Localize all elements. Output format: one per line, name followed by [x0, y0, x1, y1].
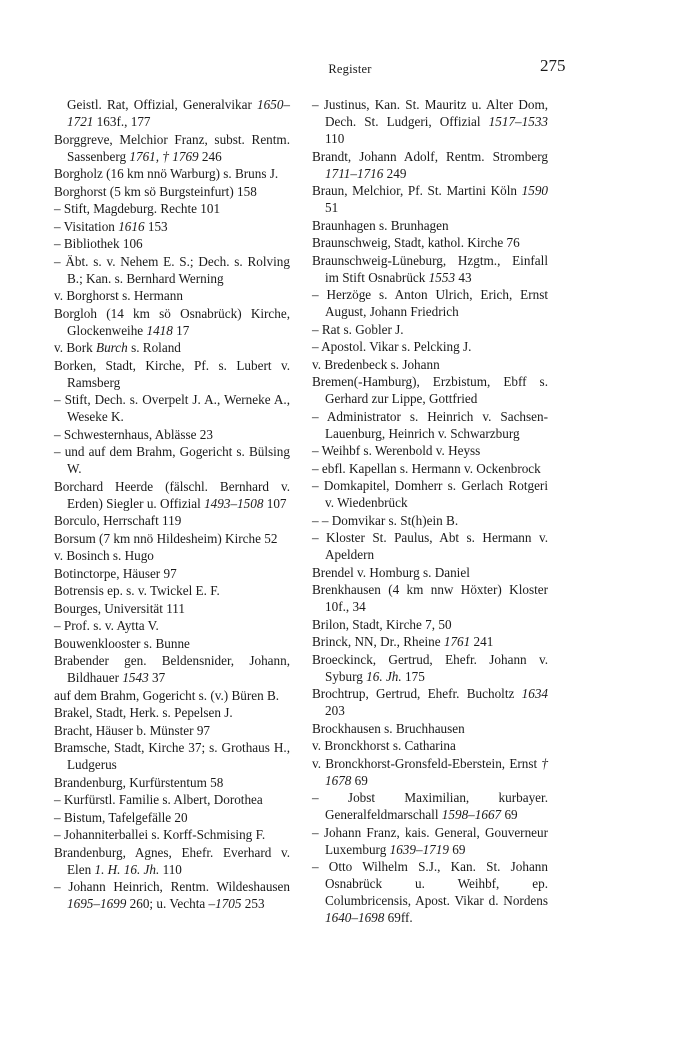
entry-text: v. Bredenbeck s. Johann [312, 356, 440, 372]
entry-text: auf dem Brahm, Gogericht s. (v.) Büren B. [54, 687, 280, 703]
index-entry [54, 652, 290, 686]
index-column-left [54, 96, 290, 913]
index-entry [312, 755, 548, 789]
entry-text: 153 [144, 218, 168, 234]
index-entry [54, 878, 290, 912]
entry-text: – Jobst Maximilian, kurbayer. Generalfeldmarschall [312, 790, 548, 822]
entry-italic-text: 1640–1698 [325, 910, 385, 925]
entry-text: – Weihbf s. Werenbold v. Heyss [312, 443, 481, 458]
entry-text: Borgloh (14 km sö Osnabrück) Kirche, Glockenweihe [54, 305, 290, 338]
entry-italic-text: 1639–1719 [389, 841, 449, 857]
index-entry [312, 286, 548, 320]
entry-text: – Bibliothek 106 [54, 236, 143, 251]
entry-italic-text: 1590 [521, 183, 548, 198]
entry-text: – Bistum, Tafelgefälle 20 [54, 809, 188, 825]
entry-text: 241 [470, 634, 494, 649]
index-entry [312, 685, 548, 719]
index-entry [54, 512, 290, 529]
entry-italic-text: 1616 [118, 218, 145, 234]
entry-text: 69 [351, 772, 368, 788]
index-entry [312, 651, 548, 685]
index-entry [54, 635, 290, 652]
index-entry [54, 235, 290, 252]
entry-italic-text: 1493–1508 [204, 495, 264, 511]
index-entry [54, 617, 290, 634]
index-entry [54, 547, 290, 564]
index-entry [54, 844, 290, 878]
entry-text: Brandenburg, Kurfürstentum 58 [54, 774, 224, 790]
entry-text: 69ff. [384, 910, 413, 925]
entry-italic-text: † 1678 [325, 755, 548, 788]
index-entry [54, 530, 290, 547]
index-entry [312, 512, 548, 529]
index-entry [54, 287, 290, 304]
entry-text: v. Bronckhorst-Gronsfeld-Eberstein, Ernst [312, 755, 542, 771]
entry-text: 249 [383, 165, 407, 181]
entry-text: Broeckinck, Gertrud, Ehefr. Johann v. Syburg [312, 651, 548, 684]
entry-text: s. Roland [127, 340, 181, 355]
index-entry [54, 218, 290, 235]
entry-text: 17 [172, 322, 190, 338]
entry-text: – Visitation [54, 218, 119, 234]
index-entry [54, 443, 290, 477]
entry-text: – Otto Wilhelm S.J., Kan. St. Johann Osnabrück u. Weihbf, ep. Columbricensis, Apost. Vikar d. Nordens [312, 859, 548, 908]
entry-text: – Prof. s. v. Aytta V. [54, 618, 159, 633]
entry-text: – Administrator s. Heinrich v. Sachsen-Lauenburg, Heinrich v. Schwarzburg [312, 408, 548, 441]
entry-text: – Johanniterballei s. Korff-Schmising F. [54, 827, 266, 842]
index-entry [54, 774, 290, 791]
entry-text: – – Domvikar s. St(h)ein B. [312, 512, 459, 528]
index-entry [312, 373, 548, 407]
entry-text: Brochtrup, Gertrud, Ehefr. Bucholtz [312, 686, 522, 701]
index-entry [54, 791, 290, 808]
entry-italic-text: 1543 [122, 670, 149, 685]
entry-text: Brilon, Stadt, Kirche 7, 50 [312, 616, 452, 632]
index-entry [312, 96, 548, 147]
index-entry [312, 789, 548, 823]
entry-text: – Äbt. s. v. Nehem E. S.; Dech. s. Rolving B.; Kan. s. Bernhard Werning [54, 253, 290, 286]
index-entry [312, 529, 548, 563]
index-entry [54, 165, 290, 182]
entry-text: Geistl. Rat, Offizial, Generalvikar [67, 97, 258, 112]
index-entry [312, 182, 548, 216]
index-entry [54, 131, 290, 165]
entry-text: 37 [148, 670, 166, 685]
index-entry [54, 357, 290, 391]
running-head: Register [328, 62, 372, 76]
entry-text: Bracht, Häuser b. Münster 97 [54, 722, 211, 738]
index-entry [312, 356, 548, 373]
entry-italic-text: 1761 [443, 634, 471, 649]
index-entry [54, 739, 290, 773]
index-entry [54, 391, 290, 425]
entry-text: 51 [325, 200, 339, 215]
index-entry [312, 234, 548, 251]
index-entry [312, 720, 548, 737]
entry-italic-text: 1418 [146, 322, 173, 338]
entry-text: Brinck, NN, Dr., Rheine [312, 634, 444, 649]
index-entry [312, 408, 548, 442]
entry-italic-text: 1. H. 16. Jh. [94, 861, 160, 877]
entry-text: – Rat s. Gobler J. [312, 321, 404, 337]
index-entry [54, 200, 290, 217]
entry-text: Botrensis ep. s. v. Twickel E. F. [54, 583, 220, 598]
index-entry [312, 581, 548, 615]
entry-text: Bremen(-Hamburg), Erzbistum, Ebff s. Gerhard zur Lippe, Gottfried [312, 374, 548, 406]
entry-text: 260; u. Vechta [126, 896, 209, 911]
entry-text: v. Bork [54, 340, 97, 355]
entry-italic-text: 1634 [521, 686, 548, 701]
index-entry [312, 737, 548, 754]
entry-italic-text: 1598–1667 [441, 807, 502, 822]
entry-text: Braunschweig, Stadt, kathol. Kirche 76 [312, 235, 520, 250]
index-entry [54, 687, 290, 704]
entry-text: Borggreve, Melchior Franz, subst. Rentm. Sassenberg [54, 131, 290, 164]
index-entry [54, 478, 290, 512]
entry-italic-text: 1711–1716 [325, 165, 384, 181]
entry-text: Brabender gen. Beldensnider, Johann, Bildhauer [54, 653, 290, 685]
entry-text: 107 [263, 495, 287, 511]
entry-italic-text: 1553 [428, 269, 456, 285]
entry-text: Brakel, Stadt, Herk. s. Pepelsen J. [54, 705, 233, 720]
index-column-right [312, 96, 548, 927]
index-entry [312, 217, 548, 234]
entry-text: Braunhagen s. Brunhagen [312, 217, 449, 233]
entry-text: 163f., 177 [93, 114, 151, 129]
entry-text: 69 [501, 807, 518, 822]
entry-italic-text: Burch [96, 340, 128, 355]
entry-text: – und auf dem Brahm, Gogericht s. Bülsing W. [54, 444, 290, 476]
entry-text: 253 [241, 896, 265, 911]
entry-italic-text: 1517–1533 [488, 114, 548, 129]
entry-italic-text: –1705 [208, 896, 242, 911]
index-entry [54, 305, 290, 339]
entry-text: Borgholz (16 km nnö Warburg) s. Bruns J. [54, 166, 279, 181]
index-entry [54, 426, 290, 443]
entry-text: Brendel v. Homburg s. Daniel [312, 564, 470, 580]
entry-text: – Stift, Magdeburg. Rechte 101 [54, 201, 221, 216]
entry-text: Borchard Heerde (fälschl. Bernhard v. Erden) Siegler u. Offizial [54, 478, 290, 511]
index-entry [312, 148, 548, 182]
index-entry [312, 442, 548, 459]
entry-text: – Domkapitel, Domherr s. Gerlach Rotgeri v. Wiedenbrück [312, 478, 548, 510]
index-entry [312, 633, 548, 650]
entry-text: 110 [159, 861, 182, 877]
index-entry [54, 600, 290, 617]
index-entry [312, 824, 548, 858]
index-entry [54, 565, 290, 582]
entry-text: Brenkhausen (4 km nnw Höxter) Kloster 10f., 34 [312, 582, 548, 614]
entry-text: Bourges, Universität 111 [54, 600, 186, 616]
entry-text: Brockhausen s. Bruchhausen [312, 720, 465, 736]
entry-text: v. Bronckhorst s. Catharina [312, 738, 456, 753]
entry-text: v. Borghorst s. Hermann [54, 288, 183, 303]
entry-text: Borken, Stadt, Kirche, Pf. s. Lubert v. Ramsberg [54, 357, 290, 390]
entry-italic-text: 1761, † 1769 [129, 148, 199, 164]
entry-text: 175 [401, 668, 425, 684]
index-entry [312, 564, 548, 581]
index-entry [312, 338, 548, 355]
entry-text: – Kloster St. Paulus, Abt s. Hermann v. Apeldern [312, 530, 548, 562]
index-entry [54, 96, 290, 130]
entry-italic-text: 16. Jh. [366, 668, 402, 684]
entry-text: – Justinus, Kan. St. Mauritz u. Alter Dom, Dech. St. Ludgeri, Offizial [312, 97, 548, 129]
page-number: 275 [540, 56, 566, 75]
entry-text: Braun, Melchior, Pf. St. Martini Köln [312, 183, 522, 198]
entry-text: Borsum (7 km nnö Hildesheim) Kirche 52 [54, 530, 278, 546]
index-entry [312, 252, 548, 286]
entry-text: – Kurfürstl. Familie s. Albert, Dorothea [54, 792, 263, 807]
entry-text: Borculo, Herrschaft 119 [54, 513, 182, 528]
entry-text: Borghorst (5 km sö Burgsteinfurt) 158 [54, 183, 257, 199]
index-entry [54, 809, 290, 826]
entry-text: 69 [448, 841, 466, 857]
index-entry [312, 858, 548, 926]
entry-text: 246 [198, 148, 222, 164]
entry-text: Braunschweig-Lüneburg, Hzgtm., Einfall im Stift Osnabrück [312, 252, 548, 285]
index-entry [312, 321, 548, 338]
entry-text: – Johann Franz, kais. General, Gouverneur Luxemburg [312, 824, 548, 857]
index-entry [54, 339, 290, 356]
entry-text: 43 [455, 269, 472, 285]
entry-italic-text: 1650–1721 [67, 97, 290, 129]
entry-text: – Stift, Dech. s. Overpelt J. A., Werneke A., Weseke K. [54, 392, 290, 424]
index-entry [54, 722, 290, 739]
entry-text: Brandenburg, Agnes, Ehefr. Everhard v. Elen [54, 844, 290, 877]
entry-text: – Apostol. Vikar s. Pelcking J. [312, 339, 472, 354]
entry-text: – Johann Heinrich, Rentm. Wildeshausen [54, 879, 290, 894]
entry-text: Bouwenklooster s. Bunne [54, 635, 190, 651]
index-entry [312, 616, 548, 633]
entry-text: Bramsche, Stadt, Kirche 37; s. Grothaus H., Ludgerus [54, 740, 290, 772]
entry-text: Brandt, Johann Adolf, Rentm. Stromberg [312, 148, 548, 164]
index-entry [54, 183, 290, 200]
entry-italic-text: 1695–1699 [67, 896, 127, 911]
entry-text: Botinctorpe, Häuser 97 [54, 565, 177, 581]
index-entry [54, 826, 290, 843]
index-entry [312, 477, 548, 511]
entry-text: – Schwesternhaus, Ablässe 23 [54, 426, 213, 442]
entry-text: 203 [325, 703, 345, 718]
index-entry [54, 704, 290, 721]
entry-text: 110 [325, 131, 345, 146]
index-entry [54, 582, 290, 599]
index-entry [54, 253, 290, 287]
index-entry [312, 460, 548, 477]
entry-text: – ebfl. Kapellan s. Hermann v. Ockenbrock [312, 460, 541, 476]
entry-text: v. Bosinch s. Hugo [54, 548, 154, 563]
entry-text: – Herzöge s. Anton Ulrich, Erich, Ernst August, Johann Friedrich [312, 287, 548, 319]
